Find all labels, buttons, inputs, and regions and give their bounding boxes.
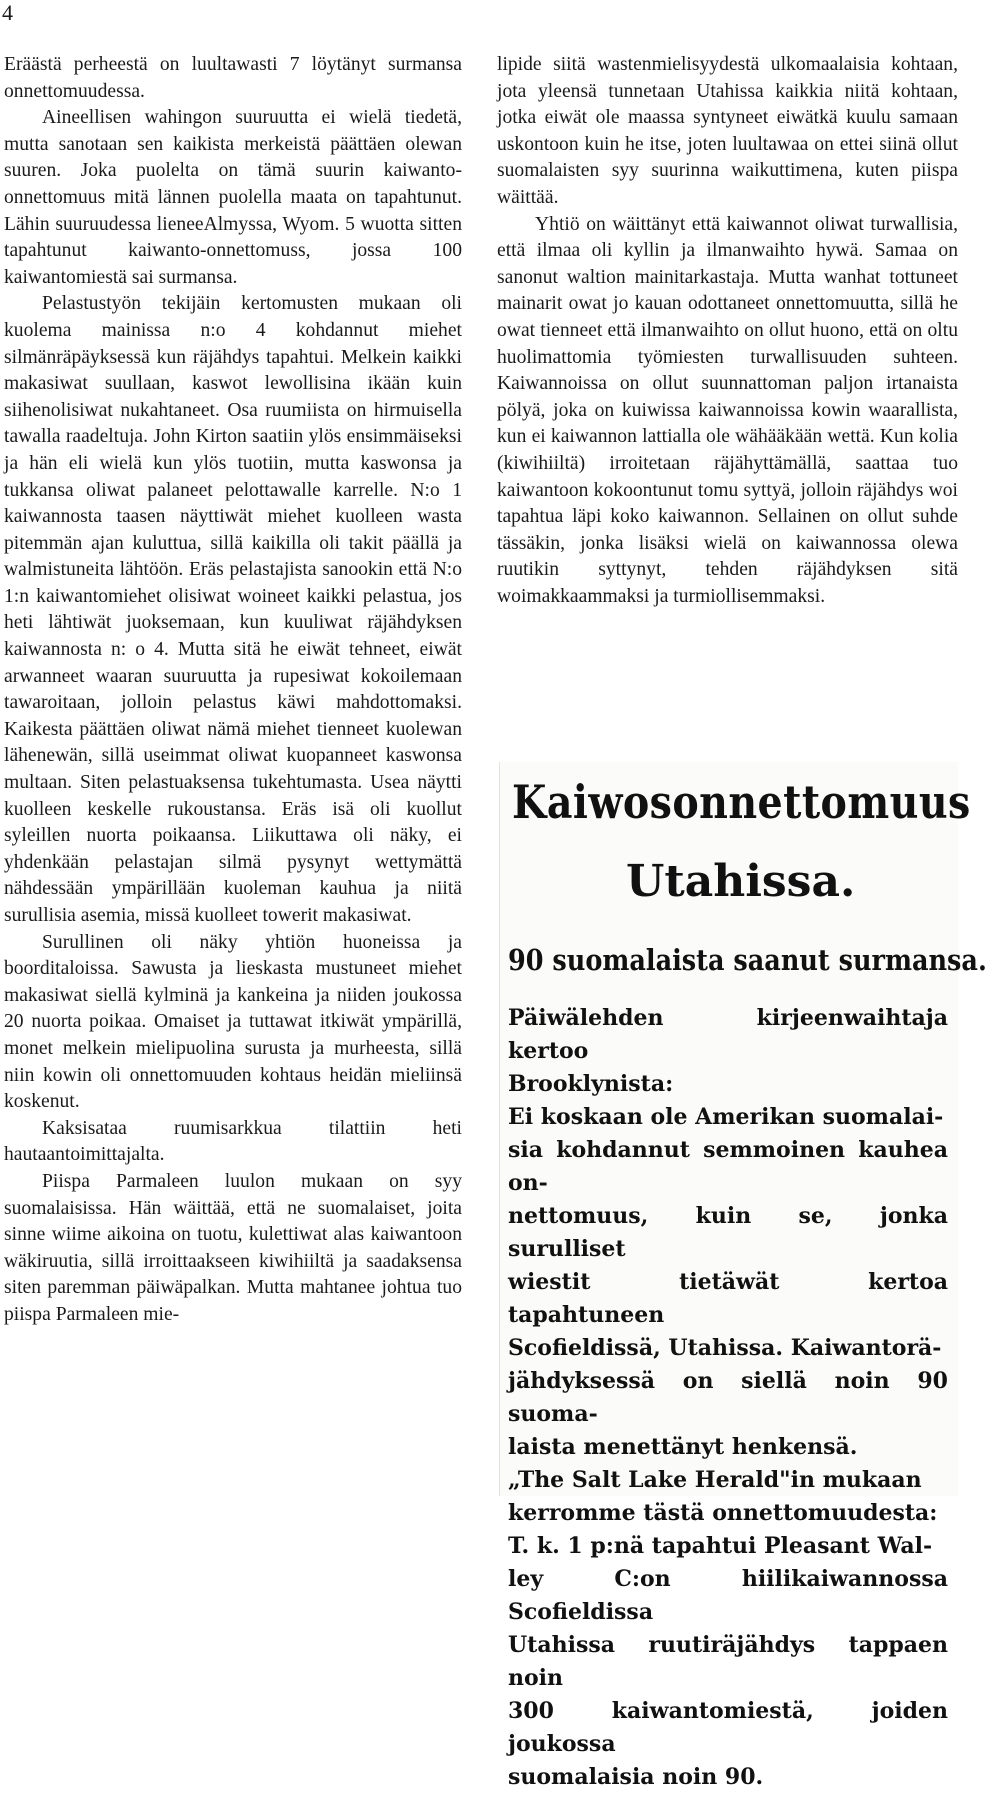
- paragraph: lipide siitä wastenmielisyydestä ulkomaalaisia kohtaan, jota yleensä tunnetaan Utahissa kaikkia niitä kohtaan, jotka eiwät ole maassa syntyneet eiwätkä kuulu samaan uskontoon kuin he itse, joten luultawaa on ettei siinä ollut suomalaisten syy suurinna waikuttimena, kuten piispa wäittää.: [497, 54, 958, 208]
- clipping-line: nettomuus, kuin se, jonka surulliset: [508, 1203, 948, 1262]
- clipping-line: sia kohdannut semmoinen kauhea on-: [508, 1137, 948, 1196]
- clipping-subheading: 90 suomalaista saanut surmansa.: [508, 943, 987, 977]
- clipping-line: suomalaisia noin 90.: [508, 1764, 764, 1790]
- clipping-headline: Kaiwosonnettomuus: [512, 775, 971, 829]
- clipping-line: laista menettänyt henkensä.: [508, 1434, 858, 1460]
- clipping-line: Ei koskaan ole Amerikan suomalai-: [508, 1104, 944, 1130]
- paragraph: Eräästä perheestä on luultawasti 7 löytänyt surmansa onnettomuudessa.: [4, 54, 462, 102]
- paragraph: Yhtiö on wäittänyt että kaiwannot oliwat turwallisia, että ilmaa oli kyllin ja ilmanwaihto hywä. Samaa on sanonut waltion mainitarkastaja. Mutta wanhat tottuneet mainarit owat jo kauan odottaneet onnettomuutta, sillä he owat tienneet että ilmanwaihto on ollut huono, että on oltu huolimattomia työmiesten turwallisuuden suhteen. Kaiwannoissa on ollut suunnattoman paljon irtanaista pölyä, joka on kuiwissa kaiwannoissa kowin waarallista, kun ei kaiwannon lattialla ole wähääkään wettä. Kun kolia (kiwihiiltä) irroitetaan räjähyttämällä, saattaa tuo kaiwantoon kokoontunut tomu syttyä, jolloin räjähdys woi tapahtua läpi koko kaiwannon. Sellainen on ollut suhde tässäkin, jonka lisäksi wielä on kaiwannossa olewa ruutikin syttynyt, tehden räjähdyksen sitä woimakkaammaksi ja turmiollisemmaksi.: [497, 213, 958, 607]
- right-text-column: [497, 52, 958, 610]
- clipping-line: 300 kaiwantomiestä, joiden joukossa: [508, 1698, 948, 1757]
- clipping-headline-location: Utahissa.: [626, 856, 856, 907]
- paragraph: Kaksisataa ruumisarkkua tilattiin heti hautaantoimittajalta.: [4, 1117, 462, 1166]
- clipping-body: [508, 1002, 952, 1794]
- clipping-line: ley C:on hiilikaiwannossa Scofieldissa: [508, 1566, 948, 1625]
- clipping-line: wiestit tietäwät kertoa tapahtuneen: [508, 1269, 948, 1328]
- clipping-line: Päiwälehden kirjeenwaihtaja kertoo: [508, 1005, 948, 1064]
- clipping-line: T. k. 1 p:nä tapahtui Pleasant Wal-: [508, 1533, 933, 1559]
- clipping-line: „The Salt Lake Herald"in mukaan: [508, 1467, 922, 1493]
- clipping-line: Utahissa ruutiräjähdys tappaen noin: [508, 1632, 948, 1691]
- paragraph: Piispa Parmaleen luulon mukaan on syy suomalaisissa. Hän wäittää, että ne suomalaiset, joita sinne wiime aikoina on tuotu, kulettiwat alas kaiwantoon wäkiruutia, sillä irroittaakseen kiwihiiltä ja saadaksensa siten paremman päiwäpalkan. Mutta mahtanee johtua tuo piispa Parmaleen mie-: [4, 1170, 462, 1325]
- clipping-line: Scofieldissä, Utahissa. Kaiwantorä-: [508, 1335, 942, 1361]
- clipping-line: Brooklynista:: [508, 1071, 674, 1097]
- newspaper-clipping-image: [499, 762, 987, 1790]
- paragraph: Aineellisen wahingon suuruutta ei wielä tiedetä, mutta sanotaan sen kaikista merkeistä päättäen olewan suuren. Joka puolelta on tämä suurin kaiwanto-onnettomuus mitä lännen puolella maata on tapahtunut. Lähin suuruudessa lieneeAlmyssa, Wyom. 5 wuotta sitten tapahtunut kaiwanto-onnettomuss, jossa 100 kaiwantomiestä sai surmansa.: [4, 107, 462, 288]
- paragraph: Surullinen oli näky yhtiön huoneissa ja boorditaloissa. Sawusta ja lieskasta mustuneet miehet makasiwat siellä kylminä ja kankeina ja niiden joukossa 20 nuorta poikaa. Omaiset ja tuttawat itkiwät ympärillä, monet melkein mielipuolina surusta ja murheesta, sillä niin kowin oli onnettomuuden kohtaus heidän mieliinsä koskenut.: [4, 931, 462, 1113]
- clipping-line: kerromme tästä onnettomuudesta:: [508, 1500, 938, 1526]
- page-number: 4: [2, 0, 13, 25]
- clipping-line: jähdyksessä on siellä noin 90 suoma-: [508, 1368, 948, 1427]
- paragraph: Pelastustyön tekijäin kertomusten mukaan oli kuolema mainissa n:o 4 kohdannut miehet silmänräpäyksessä kun räjähdys tapahtui. Melkein kaikki makasiwat suullaan, kaswot lewollisina ikään kuin siihenolisiwat nukahtaneet. Osa ruumiista on hirmuisella tawalla raadeltuja. John Kirton saatiin ylös ensimmäiseksi ja hän eli wielä kun ylös tuotiin, mutta kaswonsa ja tukkansa oliwat palaneet pelottawalle karrelle. N:o 1 kaiwannosta taasen näyttiwät miehet kuolleen wasta pitemmän ajan kuluttua, sillä kaikilla oli takit päällä ja walmistuneita lähtöön. Eräs pelastajista sanookin että N:o 1:n kaiwantomiehet olisiwat woineet kaikki pelastua, jos heti lähtiwät juoksemaan, kun kuuliwat räjähdyksen kaiwannosta n: o 4. Mutta sitä he eiwät tehneet, eiwät arwanneet waaran suuruutta ja rupesiwat kokoilemaan tawaroitaan, jolloin pelastus käwi mahdottomaksi. Kaikesta päättäen oliwat nämä miehet tienneet kuolewan lähenewän, sillä useimmat oliwat kuopanneet kaswonsa multaan. Siten pelastuaksensa tukehtumasta. Usea näytti kuolleen keskelle rukoustansa. Eräs isä oli kuollut syleillen nuorta poikaansa. Liikuttawa oli näky, ei yhdenkään pelastajan silmä pysynyt wettymättä nähdessään ympärillään kuoleman kauhua ja niitä surullisia asemia, missä kuolleet towerit makasiwat.: [4, 293, 462, 926]
- left-text-column: [4, 52, 462, 1329]
